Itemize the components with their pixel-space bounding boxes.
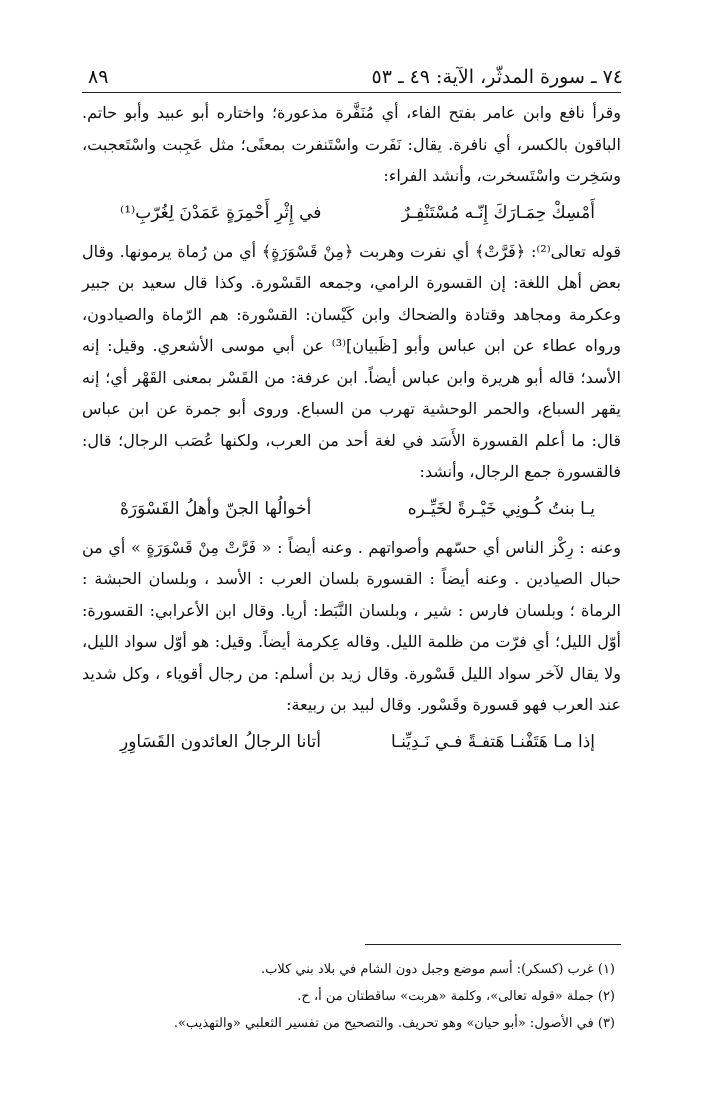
paragraph-1: وقرأ نافع وابن عامر بفتح الفاء، أي مُنَفَّرة مذعورة؛ واختاره أبو عبيد وأبو حاتم. الباقون بالكسر، أي نافرة. يقال: نَفَرت واسْتَنفرت بمعنًى؛ مثل عَجِبت واسْتَعجبت، وسَخِرت واسْتَسخرت، وأنشد الفراء: [82, 103, 621, 185]
footnotes [82, 956, 621, 1037]
page-number: ٨٩ [88, 66, 109, 88]
verse-2-second-hemistich: أخوالُها الجنّ وأهلُ القَسْوَرَهْ [120, 498, 312, 519]
running-title: ٧٤ ـ سورة المدثّر، الآية: ٤٩ ـ ٥٣ [371, 66, 623, 88]
main-text [82, 97, 621, 765]
footnote-3: (٣) في الأصول: «أبو حيان» وهو تحريف. والتصحيح من تفسير الثعلبي «والتهذيب». [173, 1016, 615, 1031]
header-divider [82, 92, 621, 93]
page-header [80, 66, 623, 88]
verse-3-second-hemistich: أتانا الرجالُ العائدون القَسَاوِرِ [120, 731, 321, 752]
verse-2 [82, 488, 621, 532]
verse-1 [82, 192, 621, 236]
footnote-divider [365, 944, 621, 945]
verse-3 [82, 721, 621, 765]
verse-2-first-hemistich: يـا بنتُ كُـونِي خَيْـرةً لخَيِّـره [407, 498, 595, 519]
verse-3-first-hemistich: إذا مـا هَتَفْنـا هَتفـةً فـي نَـدِيِّنـا [390, 731, 595, 752]
footnote-2: (٢) جملة «قوله تعالى»، وكلمة «هربت» ساقطتان من أ، ح. [297, 989, 615, 1004]
paragraph-2: قوله تعالى⁽²⁾: ﴿فَرَّتْ﴾ أي نفرت وهربت ﴿مِنْ قَسْوَرَةٍ﴾ أي من رُماة يرمونها. وقال بعض أهل اللغة: إن القسورة الرامي، وجمعه القَسْورة. وكذا قال سعيد بن جبير وعكرمة ومجاهد وقتادة والضحاك وابن كَيْسان: القسْورة: هم الرّماة والصيادون، ورواه عطاء عن ابن عباس وأبو [ظَبيان]⁽³⁾ عن أبي موسى الأشعري. وقيل: إنه الأسد؛ قاله أبو هريرة وابن عباس أيضاً. ابن عرفة: من القَسْر بمعنى القَهْر أي؛ إنه يقهر السباع، والحمر الوحشية تهرب من السباع. وروى أبو جمرة عن ابن عباس قال: ما أعلم القسورة الأَسَد في لغة أحد من العرب، ولكنها عُصَب الرجال؛ قال: فالقسورة جمع الرجال، وأنشد: [82, 241, 622, 481]
verse-1-second-hemistich: في إِثْرِ أَحْمِرَةٍ عَمَدْنَ لِغُرّبِ⁽¹⁾ [120, 202, 322, 223]
verse-1-first-hemistich: أَمْسِكْ حِمَـارَكَ إِنّـه مُسْتَنْفِـرٌ [401, 202, 595, 223]
paragraph-3: وعنه : رِكْز الناس أي حسّهم وأصواتهم . وعنه أيضاً : « فَرَّتْ مِنْ قَسْوَرَةٍ » أي من حبال الصيادين . وعنه أيضاً : القسورة بلسان العرب : الأسد ، وبلسان الحبشة : الرماة ؛ وبلسان فارس : شير ، وبلسان النَّبَط: أريا. وقال ابن الأعرابي: القسورة: أوّل الليل؛ أي فرّت من ظلمة الليل. وقاله عِكرمة أيضاً. وقيل: هو أوّل سواد الليل، ولا يقال لآخر سواد الليل قَسْورة. وقال زيد بن أسلم: من رجال أقوياء ، وكل شديد عند العرب فهو قسورة وقَسْور. وقال لبيد بن ربيعة: [82, 537, 622, 714]
footnote-1: (١) غرب (كسكر): أسم موضع وجبل دون الشام في بلاد بني كلاب. [260, 962, 615, 977]
